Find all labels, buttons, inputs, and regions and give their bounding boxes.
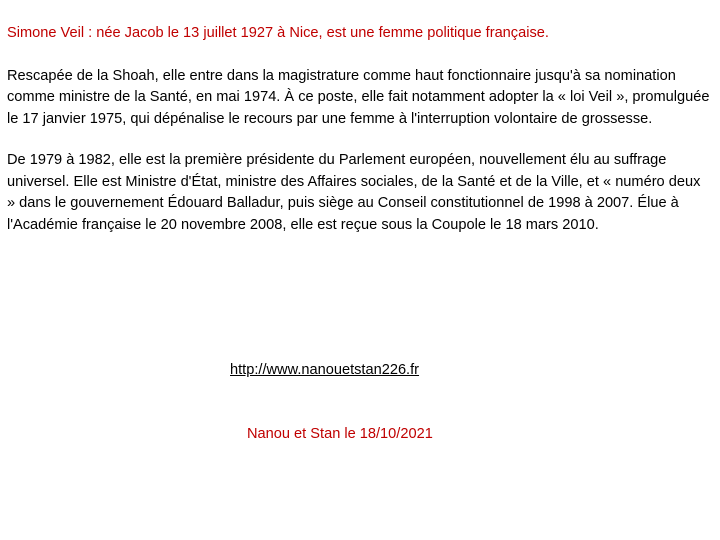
- intro-text: : née Jacob le 13 juillet 1927 à Nice, est une femme politique française.: [84, 25, 549, 41]
- intro-paragraph: [7, 23, 712, 45]
- subject-name: Simone Veil: [7, 25, 85, 41]
- document-body: [7, 23, 712, 256]
- paragraph-early-career: Rescapée de la Shoah, elle entre dans la magistrature comme haut fonctionnaire jusqu'à sa nomination comme ministre de la Santé, en mai 1974. À ce poste, elle fait notamment adopter la « loi Veil », promulguée le 17 janvier 1975, qui dépénalise le recours par une femme à l'interruption volontaire de grossesse.: [7, 67, 710, 127]
- signature-text: Nanou et Stan le 18/10/2021: [247, 426, 433, 442]
- paragraph-later-career: De 1979 à 1982, elle est la première présidente du Parlement européen, nouvellement élu au suffrage universel. Elle est Ministre d'État, ministre des Affaires sociales, de la Santé et de la Ville, et « numéro deux » dans le gouvernement Édouard Balladur, puis siège au Conseil constitutionnel de 1998 à 2007. Élue à l'Académie française le 20 novembre 2008, elle est reçue sous la Coupole le 18 mars 2010.: [7, 152, 701, 233]
- website-link[interactable]: http://www.nanouetstan226.fr: [230, 362, 420, 378]
